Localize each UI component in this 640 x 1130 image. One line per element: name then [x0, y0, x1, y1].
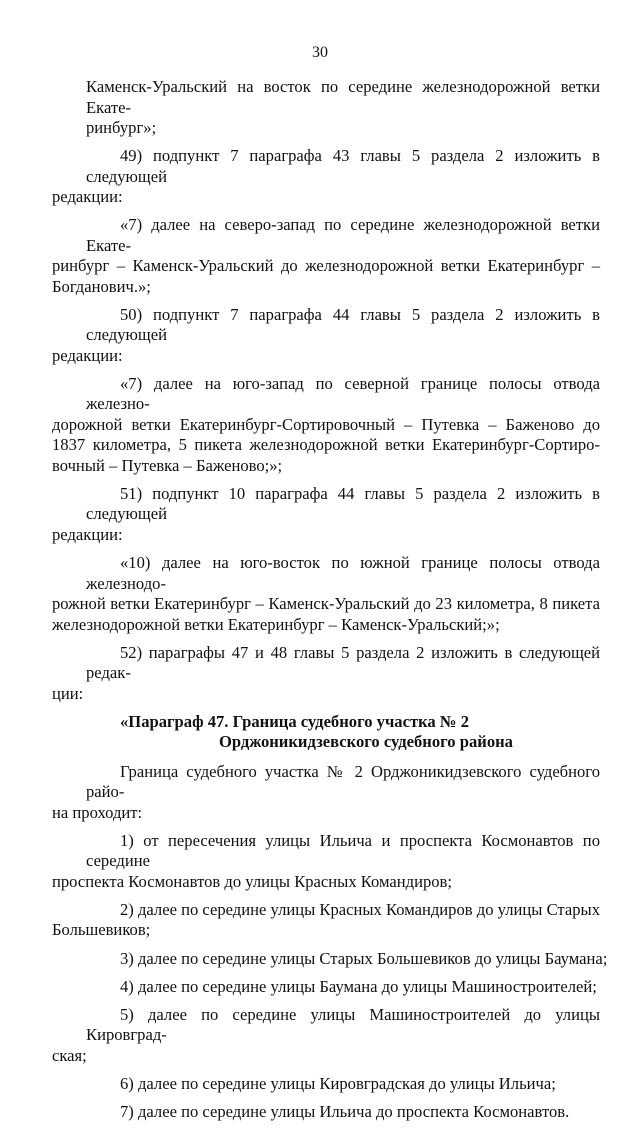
text-line: ции:	[52, 683, 84, 703]
text-line: ская;	[52, 1045, 87, 1065]
paragraph	[52, 899, 600, 941]
text-line: 6) далее по середине улицы Кировградская до улицы Ильича;	[120, 1073, 556, 1093]
text-line: редакции:	[52, 345, 123, 365]
paragraph	[86, 77, 600, 139]
text-line: 51) подпункт 10 параграфа 44 главы 5 раздела 2 изложить в следующей	[86, 483, 600, 524]
text-line: 2) далее по середине улицы Красных Командиров до улицы Старых	[120, 899, 600, 919]
text-line: ринбург»;	[86, 118, 157, 137]
text-line: рожной ветки Екатеринбург – Каменск-Уральский до 23 километра, 8 пикета	[52, 594, 600, 614]
text-line: 5) далее по середине улицы Машиностроителей до улицы Кировград-	[86, 1004, 600, 1045]
heading-line-1: «Параграф 47. Граница судебного участка № 2	[120, 711, 469, 731]
paragraph	[86, 948, 608, 970]
heading-line-2: Орджоникидзевского судебного района	[219, 732, 513, 752]
paragraph	[52, 146, 600, 208]
paragraph	[52, 215, 600, 297]
text-line: 52) параграфы 47 и 48 главы 5 раздела 2 изложить в следующей редак-	[86, 642, 600, 683]
page-number: 30	[312, 44, 328, 61]
text-line: «7) далее на северо-запад по середине железнодорожной ветки Екате-	[86, 215, 600, 255]
paragraph	[52, 553, 600, 635]
text-line: «7) далее на юго-запад по северной границе полосы отвода железно-	[86, 373, 600, 414]
paragraph	[52, 483, 600, 546]
text-line: железнодорожной ветки Екатеринбург – Каменск-Уральский;»;	[52, 614, 500, 634]
text-line: 1) от пересечения улицы Ильича и проспекта Космонавтов по середине	[86, 830, 600, 871]
text-line: 3) далее по середине улицы Старых Большевиков до улицы Баумана;	[120, 948, 608, 968]
text-line: ринбург – Каменск-Уральский до железнодорожной ветки Екатеринбург –	[52, 256, 600, 276]
text-line: проспекта Космонавтов до улицы Красных Командиров;	[52, 871, 452, 891]
text-line: редакции:	[52, 187, 123, 207]
text-line: 1837 километра, 5 пикета железнодорожной ветки Екатеринбург-Сортиро-	[52, 435, 600, 455]
text-line: на проходит:	[52, 802, 143, 822]
paragraph	[86, 1102, 600, 1123]
text-line: редакции:	[52, 524, 123, 544]
text-line: вочный – Путевка – Баженово;»;	[52, 455, 283, 475]
text-line: 50) подпункт 7 параграфа 44 главы 5 раздела 2 изложить в следующей	[86, 304, 600, 345]
text-line: дорожной ветки Екатеринбург-Сортировочный – Путевка – Баженово до	[52, 414, 600, 434]
text-line: Граница судебного участка № 2 Орджоникидзевского судебного райо-	[86, 761, 600, 802]
paragraph	[52, 761, 600, 824]
text-line: 49) подпункт 7 параграфа 43 главы 5 раздела 2 изложить в следующей	[86, 146, 600, 186]
paragraph	[52, 642, 600, 705]
text-line: «10) далее на юго-восток по южной границе полосы отвода железнодо-	[86, 553, 600, 593]
section-heading	[86, 712, 600, 753]
boundary-description	[52, 761, 608, 1123]
paragraph	[52, 304, 600, 367]
paragraph	[86, 1074, 600, 1095]
paragraph	[86, 977, 600, 998]
text-line: 7) далее по середине улицы Ильича до проспекта Космонавтов.	[120, 1101, 570, 1121]
document-body	[52, 77, 608, 1130]
amendments-list	[52, 77, 600, 704]
text-line: Большевиков;	[52, 920, 151, 940]
paragraph	[52, 373, 600, 477]
paragraph	[52, 1004, 600, 1067]
text-line: Богданович.»;	[52, 276, 151, 296]
text-line: 4) далее по середине улицы Баумана до улицы Машиностроителей;	[120, 976, 597, 996]
text-line: Каменск-Уральский на восток по середине железнодорожной ветки Екате-	[86, 77, 600, 117]
paragraph	[52, 830, 600, 893]
